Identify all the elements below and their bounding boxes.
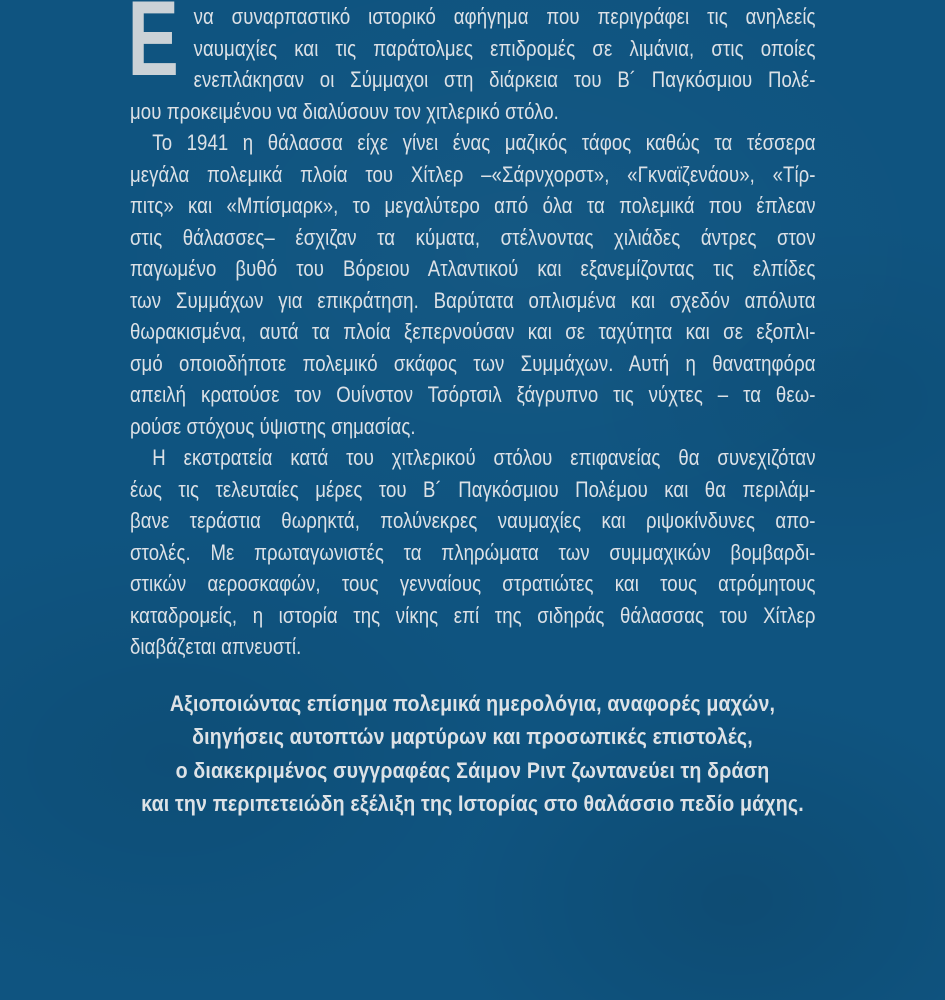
synopsis-line: διαβάζεται απνευστί. <box>130 634 302 659</box>
synopsis-line: στικών αεροσκαφών, τους γενναίους στρατιώτες και τους ατρόμητους <box>130 571 816 596</box>
synopsis-line: Η εκστρατεία κατά του χιτλερικού στόλου επιφανείας θα συνεχιζόταν <box>152 445 816 470</box>
synopsis-line: ενεπλάκησαν οι Σύμμαχοι στη διάρκεια του Β´ Παγκόσμιου Πολέ- <box>193 67 816 92</box>
synopsis-line: των Συμμάχων για επικράτηση. Βαρύτατα οπλισμένα και σχεδόν απόλυτα <box>130 287 816 313</box>
highlight-line: ο διακεκριμένος συγγραφέας Σάιμον Ριντ ζωντανεύει τη δράση <box>175 757 770 783</box>
highlight-line: Αξιοποιώντας επίσημα πολεμικά ημερολόγια, αναφορές μαχών, <box>169 691 776 716</box>
dropcap-glyph-epsilon: Ε <box>127 0 179 98</box>
synopsis-line: απειλή κρατούσε τον Ουίνστον Τσόρτσιλ ξάγρυπνο τις νύχτες – τα θεω- <box>130 382 816 407</box>
synopsis-line: βανε τεράστια θωρηκτά, πολύνεκρες ναυμαχίες και ριψοκίνδυνες απο- <box>130 508 816 533</box>
synopsis-line: ρούσε στόχους ύψιστης σημασίας. <box>130 413 416 439</box>
synopsis-line: μου προκειμένου να διαλύσουν τον χιτλερικό στόλο. <box>130 98 559 124</box>
synopsis-line: θωρακισμένα, αυτά τα πλοία ξεπερνούσαν και σε ταχύτητα και σε εξοπλι- <box>130 319 816 344</box>
highlight-line: διηγήσεις αυτοπτών μαρτύρων και προσωπικές επιστολές, <box>192 724 753 750</box>
synopsis-line: παγωμένο βυθό του Βόρειου Ατλαντικού και εξανεμίζοντας τις ελπίδες <box>130 256 816 281</box>
synopsis-line: στολές. Με πρωταγωνιστές τα πληρώματα των συμμαχικών βομβαρδι- <box>130 539 816 565</box>
synopsis-line: στις θάλασσες– έσχιζαν τα κύματα, στέλνοντας χιλιάδες άντρες στον <box>130 224 816 250</box>
dropcap-letter <box>127 0 179 98</box>
synopsis-line: Το 1941 η θάλασσα είχε γίνει ένας μαζικός τάφος καθώς τα τέσσερα <box>152 130 816 155</box>
synopsis-line: καταδρομείς, η ιστορία της νίκης επί της σιδηράς θάλασσας του Χίτλερ <box>130 602 816 628</box>
synopsis-text <box>127 0 816 663</box>
synopsis-line: σμό οποιοδήποτε πολεμικό σκάφος των Συμμάχων. Αυτή η θανατηφόρα <box>130 350 816 376</box>
synopsis-line: μεγάλα πολεμικά πλοία του Χίτλερ –«Σάρνχορστ», «Γκναϊζενάου», «Τίρ- <box>130 161 816 187</box>
highlight-line: και την περιπετειώδη εξέλιξη της Ιστορίας στο θαλάσσιο πεδίο μάχης. <box>141 791 804 817</box>
synopsis-line: ναυμαχίες και τις παράτολμες επιδρομές σε λιμάνια, στις οποίες <box>193 35 816 61</box>
synopsis-line: πιτς» και «Μπίσμαρκ», το μεγαλύτερο από όλα τα πολεμικά που έπλεαν <box>130 193 816 218</box>
highlight-paragraph <box>61 687 883 821</box>
synopsis-line: έως τις τελευταίες μέρες του Β´ Παγκόσμιου Πολέμου και θα περιλάμ- <box>130 476 816 502</box>
synopsis-line: να συναρπαστικό ιστορικό αφήγημα που περιγράφει τις ανηλεείς <box>193 4 816 29</box>
